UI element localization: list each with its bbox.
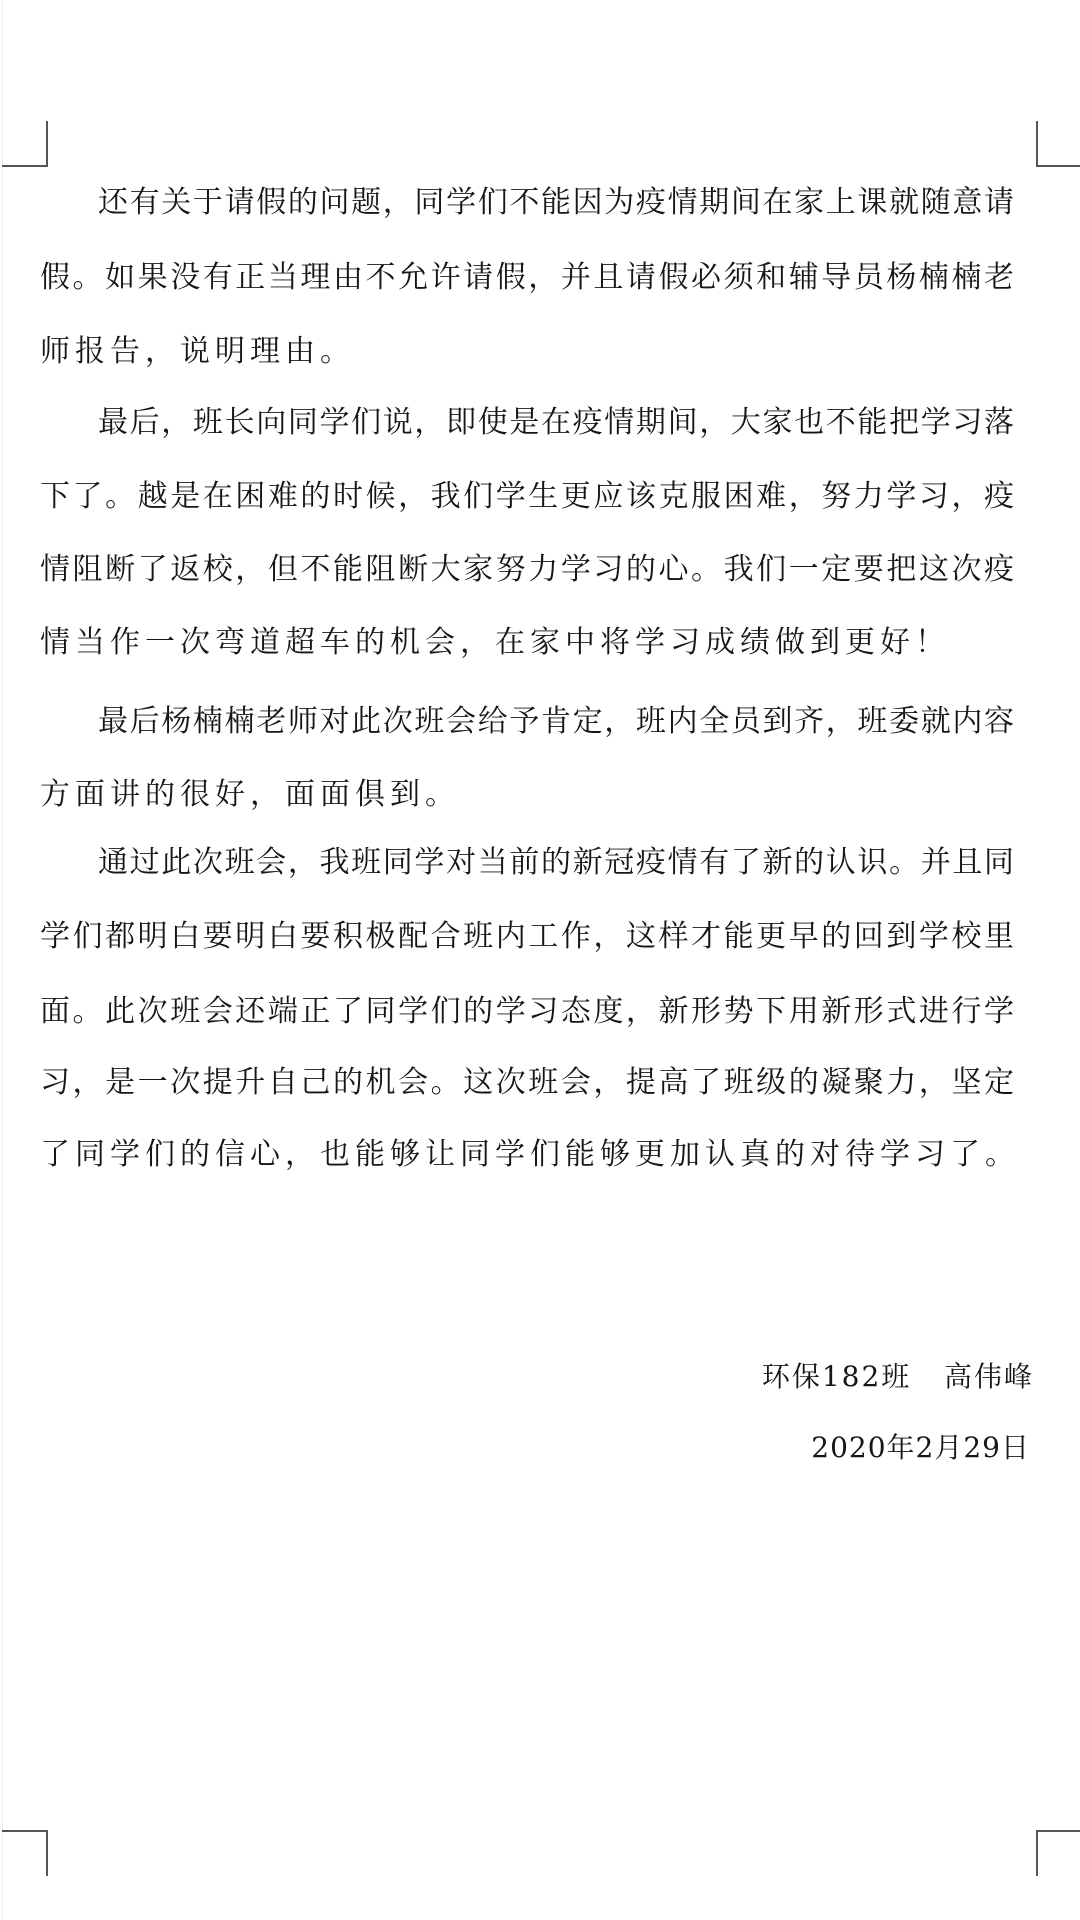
paragraph-3-line-1: 最后杨楠楠老师对此次班会给予肯定，班内全员到齐，班委就内容 [98,704,1015,739]
paragraph-4-line-3: 面。此次班会还端正了同学们的学习态度，新形势下用新形式进行学 [40,994,1015,1029]
crop-mark-bottom-left [2,1830,48,1876]
crop-mark-top-right [1036,121,1080,167]
paragraph-3-line-2: 方面讲的很好，面面俱到。 [40,777,460,812]
signature-line [762,1357,1034,1397]
paragraph-4-line-2: 学们都明白要明白要积极配合班内工作，这样才能更早的回到学校里 [40,919,1015,954]
paragraph-2-line-4: 情当作一次弯道超车的机会，在家中将学习成绩做到更好！ [40,625,950,660]
paragraph-1-line-2: 假。如果没有正当理由不允许请假，并且请假必须和辅导员杨楠楠老 [40,260,1015,295]
paragraph-2-line-2: 下了。越是在困难的时候，我们学生更应该克服困难，努力学习，疫 [40,479,1015,514]
crop-mark-bottom-right [1036,1830,1080,1876]
paragraph-1-line-3: 师报告，说明理由。 [40,334,355,369]
signature-date: 2020年2月29日 [811,1431,1030,1464]
paragraph-2-line-3: 情阻断了返校，但不能阻断大家努力学习的心。我们一定要把这次疫 [40,552,1015,587]
paragraph-4-line-4: 习，是一次提升自己的机会。这次班会，提高了班级的凝聚力，坚定 [40,1065,1015,1100]
signature-class: 环保182班 [761,1360,912,1393]
page-left-edge [2,0,3,1920]
paragraph-4-line-5: 了同学们的信心，也能够让同学们能够更加认真的对待学习了。 [40,1137,1020,1172]
paragraph-1-line-1: 还有关于请假的问题，同学们不能因为疫情期间在家上课就随意请 [98,185,1015,220]
paragraph-2-line-1: 最后，班长向同学们说，即使是在疫情期间，大家也不能把学习落 [98,405,1015,440]
paragraph-4-line-1: 通过此次班会，我班同学对当前的新冠疫情有了新的认识。并且同 [98,845,1015,880]
crop-mark-top-left [2,121,48,167]
signature-author: 高伟峰 [943,1360,1034,1393]
